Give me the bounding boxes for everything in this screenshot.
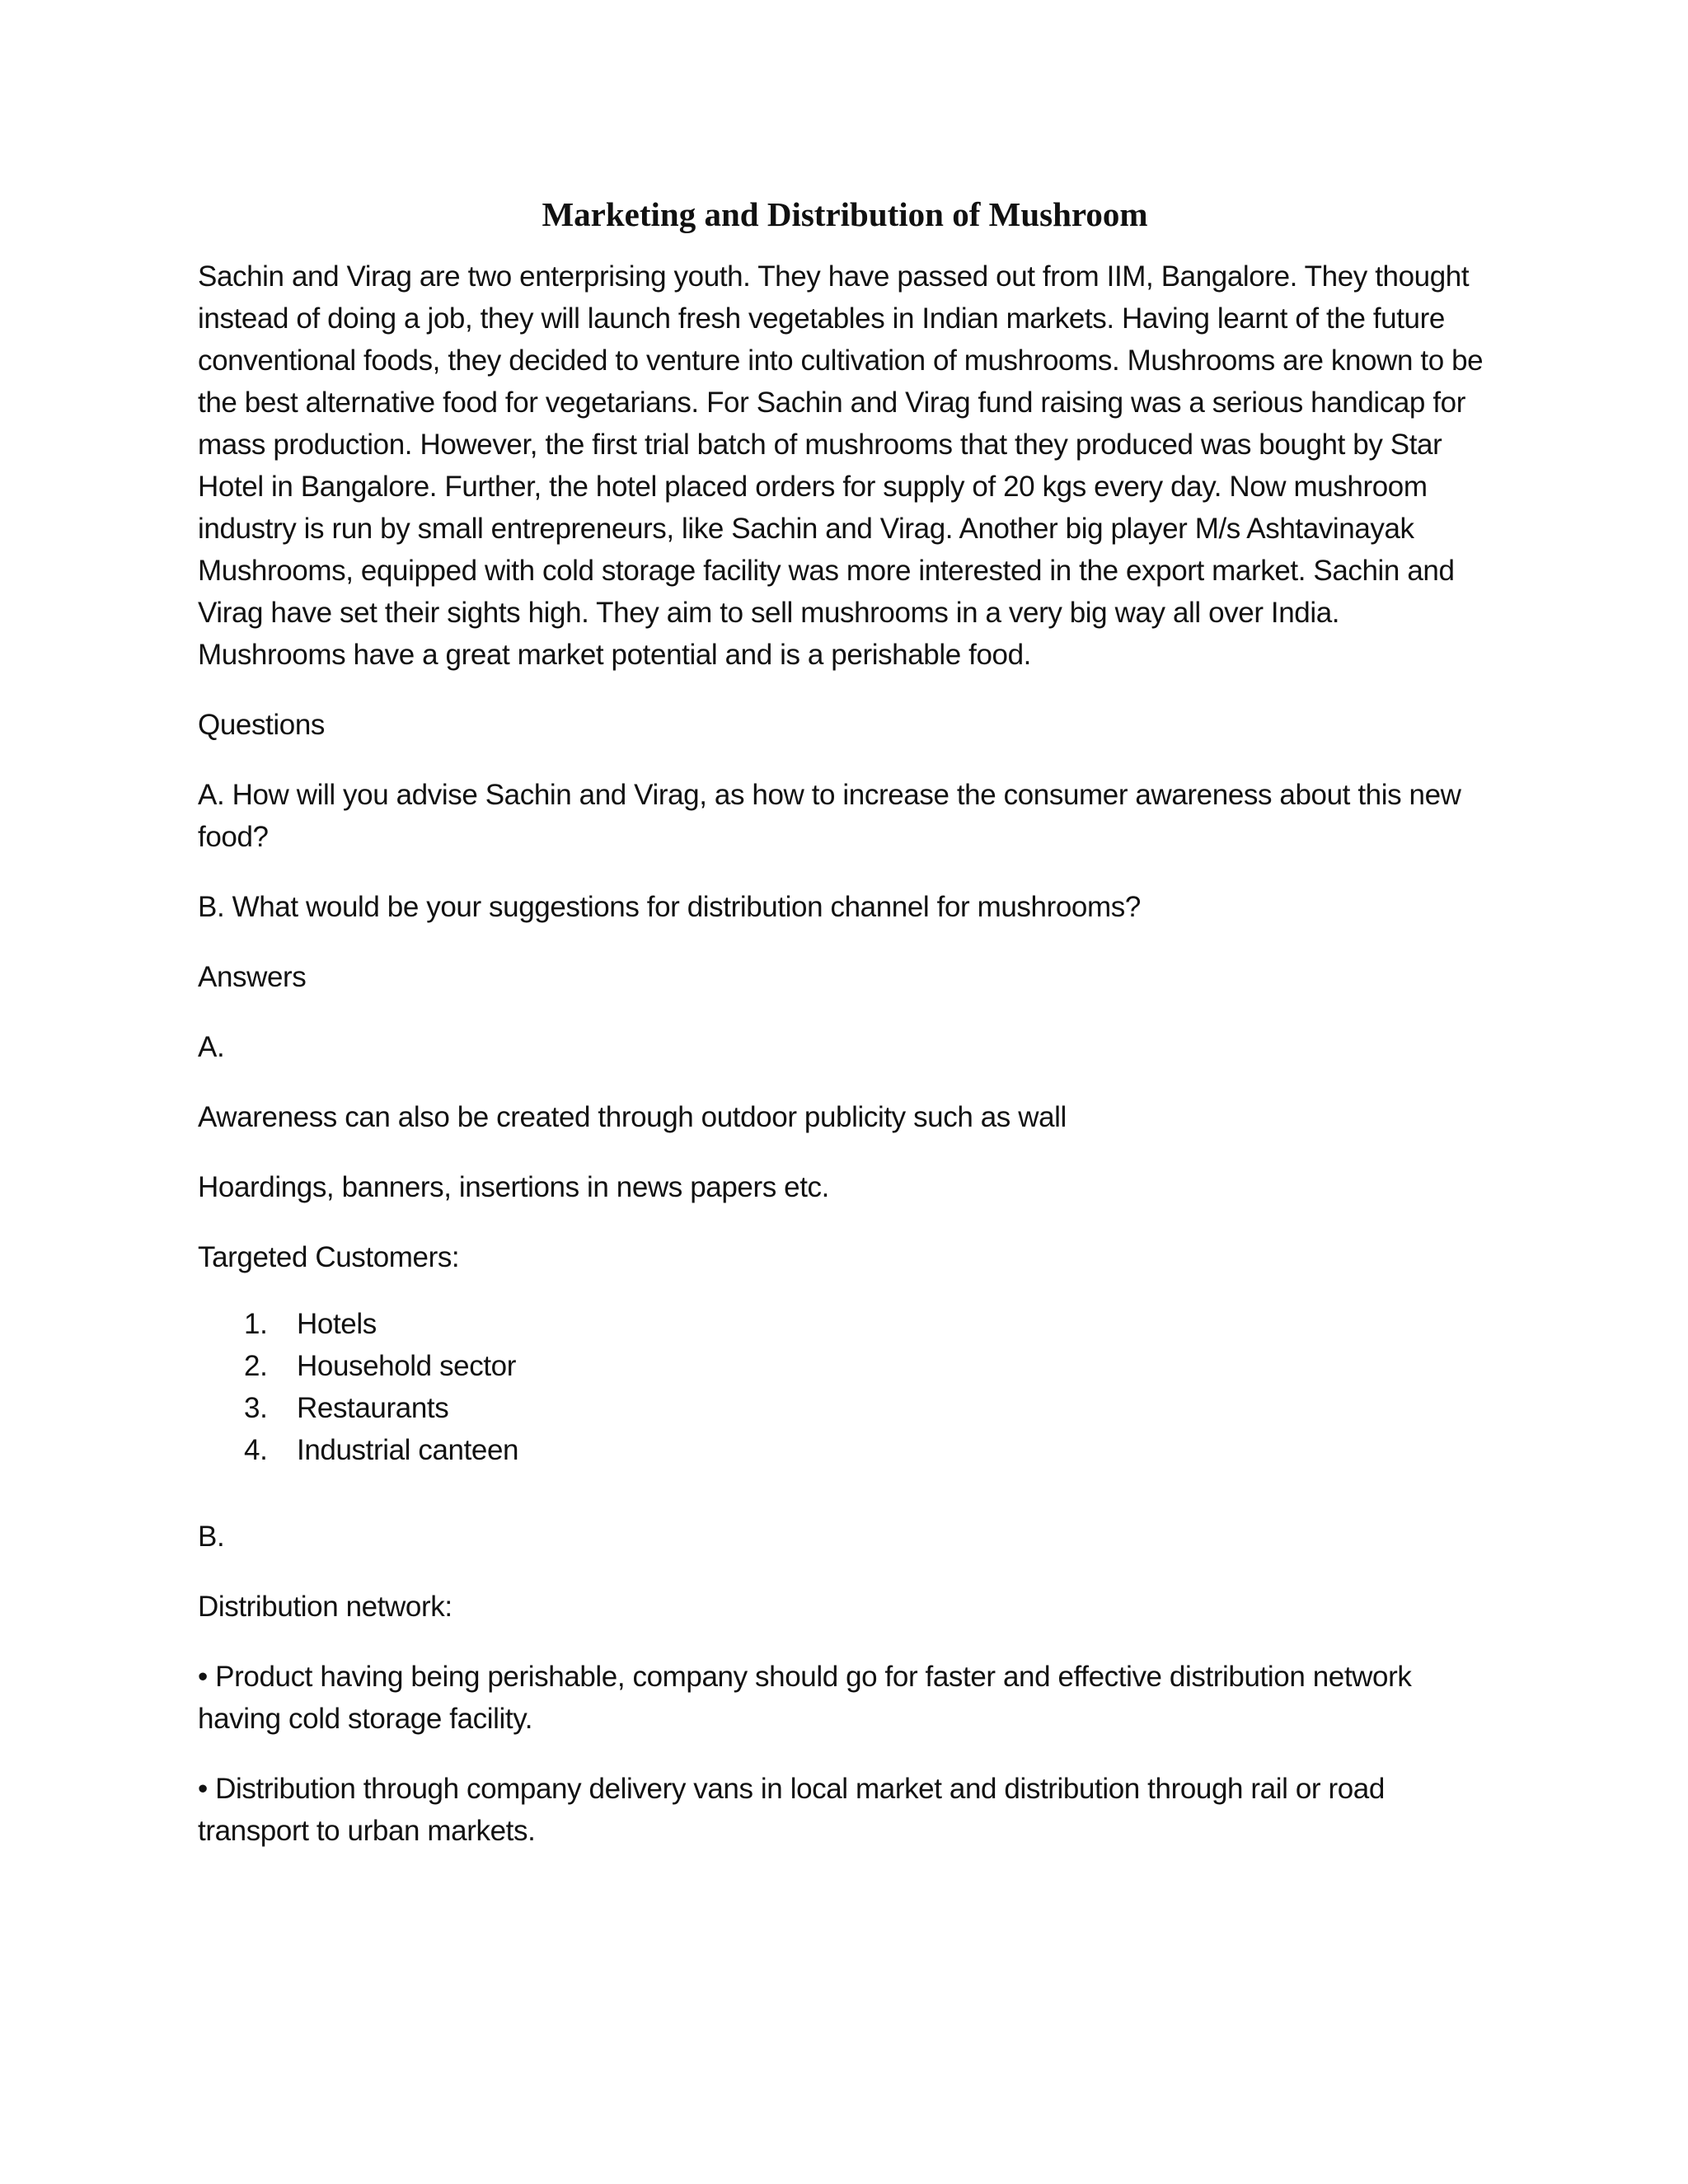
- list-number: 2.: [244, 1350, 268, 1382]
- answers-heading: Answers: [198, 961, 307, 993]
- question-b: B. What would be your suggestions for distribution channel for mushrooms?: [198, 891, 1141, 923]
- customer-list: [198, 1303, 1492, 1471]
- document-body: [198, 191, 1492, 1880]
- list-item-label: Industrial canteen: [297, 1434, 519, 1466]
- targeted-customers-heading: Targeted Customers:: [198, 1241, 460, 1273]
- distribution-bullet-1: • Product having being perishable, company should go for faster and effective distribution network having cold storage facility.: [198, 1661, 1412, 1735]
- list-number: 4.: [244, 1434, 268, 1466]
- list-item: [198, 1429, 1492, 1471]
- answer-a-line-2: Hoardings, banners, insertions in news papers etc.: [198, 1171, 829, 1203]
- questions-heading: Questions: [198, 709, 325, 741]
- document-title: Marketing and Distribution of Mushroom: [542, 195, 1148, 233]
- question-a: A. How will you advise Sachin and Virag, as how to increase the consumer awareness about this new food?: [198, 779, 1461, 853]
- list-item-label: Restaurants: [297, 1392, 449, 1424]
- answer-b-label: B.: [198, 1521, 225, 1553]
- list-item: [198, 1387, 1492, 1429]
- intro-paragraph: Sachin and Virag are two enterprising youth. They have passed out from IIM, Bangalore. They thought instead of doing a job, they will launch fresh vegetables in Indian markets. Having learnt of the future conventional foods, they decided to venture into cultivation of mushrooms. Mushrooms are known to be the best alternative food for vegetarians. For Sachin and Virag fund raising was a serious handicap for mass production. However, the first trial batch of mushrooms that they produced was bought by Star Hotel in Bangalore. Further, the hotel placed orders for supply of 20 kgs every day. Now mushroom industry is run by small entrepreneurs, like Sachin and Virag. Another big player M/s Ashtavinayak Mushrooms, equipped with cold storage facility was more interested in the export market. Sachin and Virag have set their sights high. They aim to sell mushrooms in a very big way all over India. Mushrooms have a great market potential and is a perishable food.: [198, 260, 1484, 671]
- list-item: [198, 1345, 1492, 1387]
- answer-a-line-1: Awareness can also be created through outdoor publicity such as wall: [198, 1101, 1067, 1133]
- distribution-bullet-2: • Distribution through company delivery vans in local market and distribution through rail or road transport to urban markets.: [198, 1773, 1385, 1847]
- list-number: 3.: [244, 1392, 268, 1424]
- answer-a-label: A.: [198, 1031, 225, 1063]
- list-item-label: Hotels: [297, 1308, 377, 1340]
- list-item-label: Household sector: [297, 1350, 516, 1382]
- list-number: 1.: [244, 1308, 268, 1340]
- distribution-network-heading: Distribution network:: [198, 1591, 452, 1623]
- list-item: [198, 1303, 1492, 1345]
